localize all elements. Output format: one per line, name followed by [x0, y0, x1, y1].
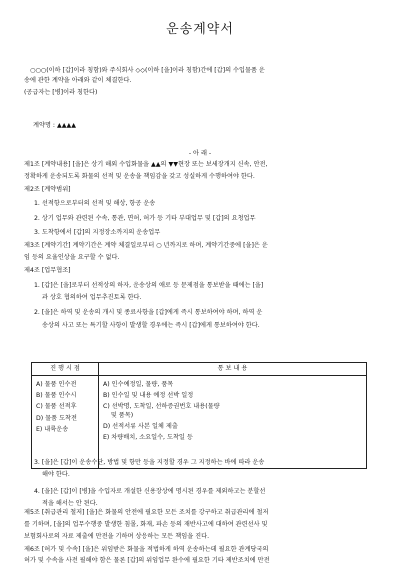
list-item: 송상의 사고 또는 특기할 사항이 발생할 경우에는 즉시 [갑]에게 통보하여야 한다.: [42, 322, 260, 329]
list-item: E) 내륙운송: [36, 425, 69, 433]
list-item: 2. 상기 업무와 관련된 수속, 통관, 면허, 허가 등 기타 부대업무 및 [갑]의 요청업무: [34, 215, 256, 222]
article-line: 제3조 [계약기간] 계약기간은 계약 체결일로부터 ○ 년까지로 하며, 계약기간중에 [을]은 운: [24, 242, 268, 249]
table-header: 통 보 내 용: [99, 363, 367, 376]
article-line: 보험회사로의 자료 제출에 만전을 기하며 상응하는 모든 책임을 진다.: [24, 533, 210, 540]
table-header-row: [32, 363, 367, 376]
list-item: 해야 한다.: [42, 471, 70, 478]
below-heading: - 아 래 -: [188, 150, 212, 157]
article-line: 정확하게 운송되도록 화물의 선적 및 운송을 책임감을 갖고 성실하게 수행하여야 한다.: [24, 173, 255, 180]
notification-table: [31, 362, 367, 469]
list-item: 1. [갑]은 [을]로부터 선적상의 하자, 운송상의 애로 등 문제점을 통보받을 때에는 [을]: [34, 282, 264, 289]
article-line: 허가 및 수속을 사전 필해야 함은 물론 [갑]의 위임업무 완수에 필요한 기타 제반조치에 만전: [24, 557, 270, 564]
list-item: 1. 선적항으로부터의 선적 및 해상, 항공 운송: [34, 200, 156, 207]
intro-line: (공급자는 [병]이라 칭한다): [24, 89, 98, 96]
list-item: D) 물품 도착전: [36, 414, 77, 422]
list-item: B) 물품 인수시: [36, 392, 77, 400]
table-row: [32, 376, 367, 469]
article-line: 임 등의 요율인상을 요구할 수 없다.: [24, 254, 120, 261]
list-item: B) 인수일 및 내용 예정 선박 일정: [103, 392, 194, 400]
list-item: 2. [을]은 하역 및 운송의 개시 및 종료사항을 [갑]에게 즉시 통보하여야 하며, 하역 운: [34, 309, 263, 316]
list-item: D) 선적서류 사본 일체 제출: [103, 422, 178, 430]
list-item: A) 물품 인수전: [36, 381, 77, 388]
list-item: 3. [을]은 [갑]이 운송수단, 방법 및 항만 등을 지정할 경우 그 지정하는 바에 따라 운송: [34, 459, 265, 466]
list-item: A) 인수예정일, 물량, 품목: [103, 381, 174, 388]
table-cell-content: [99, 376, 367, 469]
list-item: 3. 도착항에서 [갑]의 지정장소까지의 운송업무: [34, 229, 161, 236]
table-cell-timing: [32, 376, 99, 469]
intro-line: ○○○(이하 [갑]이라 칭함)와 주식회사 ◇◇(이하 [을]이라 칭함)간에 [갑]의 수입물품 운: [30, 67, 265, 74]
intro-line: 송에 관한 계약을 아래와 같이 체결한다.: [24, 77, 132, 84]
article-line: 제1조 [계약내용] [을]은 상기 해외 수입화물을 ▲▲의 ▼▼현장 또는 보세장개지 신속, 안전,: [24, 161, 268, 168]
article-heading: 제2조 [계약범위]: [24, 186, 71, 193]
list-item: E) 차량배치, 소요일수, 도착일 등: [103, 434, 193, 442]
list-item: 과 상호 협의하여 업무추진토록 한다.: [42, 294, 142, 301]
list-item: C) 물품 선적후: [36, 403, 77, 411]
list-item: 및 품목): [103, 411, 134, 419]
list-item: 4. [을]은 [갑]이 [병]을 수입자로 개설한 신용장상에 명시된 경우를 제외하고는 분할선: [34, 488, 266, 495]
table-header: 진 행 시 점: [32, 363, 99, 376]
article-line: 를 기하며, [을]의 업무수행중 발생한 침몰, 화재, 파손 등의 재반사고에 대하여 관련선사 및: [24, 521, 268, 528]
list-item: 적을 해서는 안 된다.: [42, 500, 98, 507]
article-heading: 제4조 [업무협조]: [24, 267, 71, 274]
article-line: 제5조 [취급관리 철저] [을]은 화물의 안전에 필요한 모든 조치를 강구하고 취급관리에 철저: [24, 509, 269, 516]
contract-name: 계약명 : ▲▲▲▲: [33, 122, 76, 129]
document-title: 운송계약서: [166, 22, 234, 37]
article-line: 제6조 [허가 및 수속] [을]은 위임받은 화물을 적법하게 하역 운송하는데 필요한 관계당국의: [24, 546, 269, 553]
list-item: C) 선박명, 도착일, 선하증권번호 내용(물량: [103, 403, 220, 411]
